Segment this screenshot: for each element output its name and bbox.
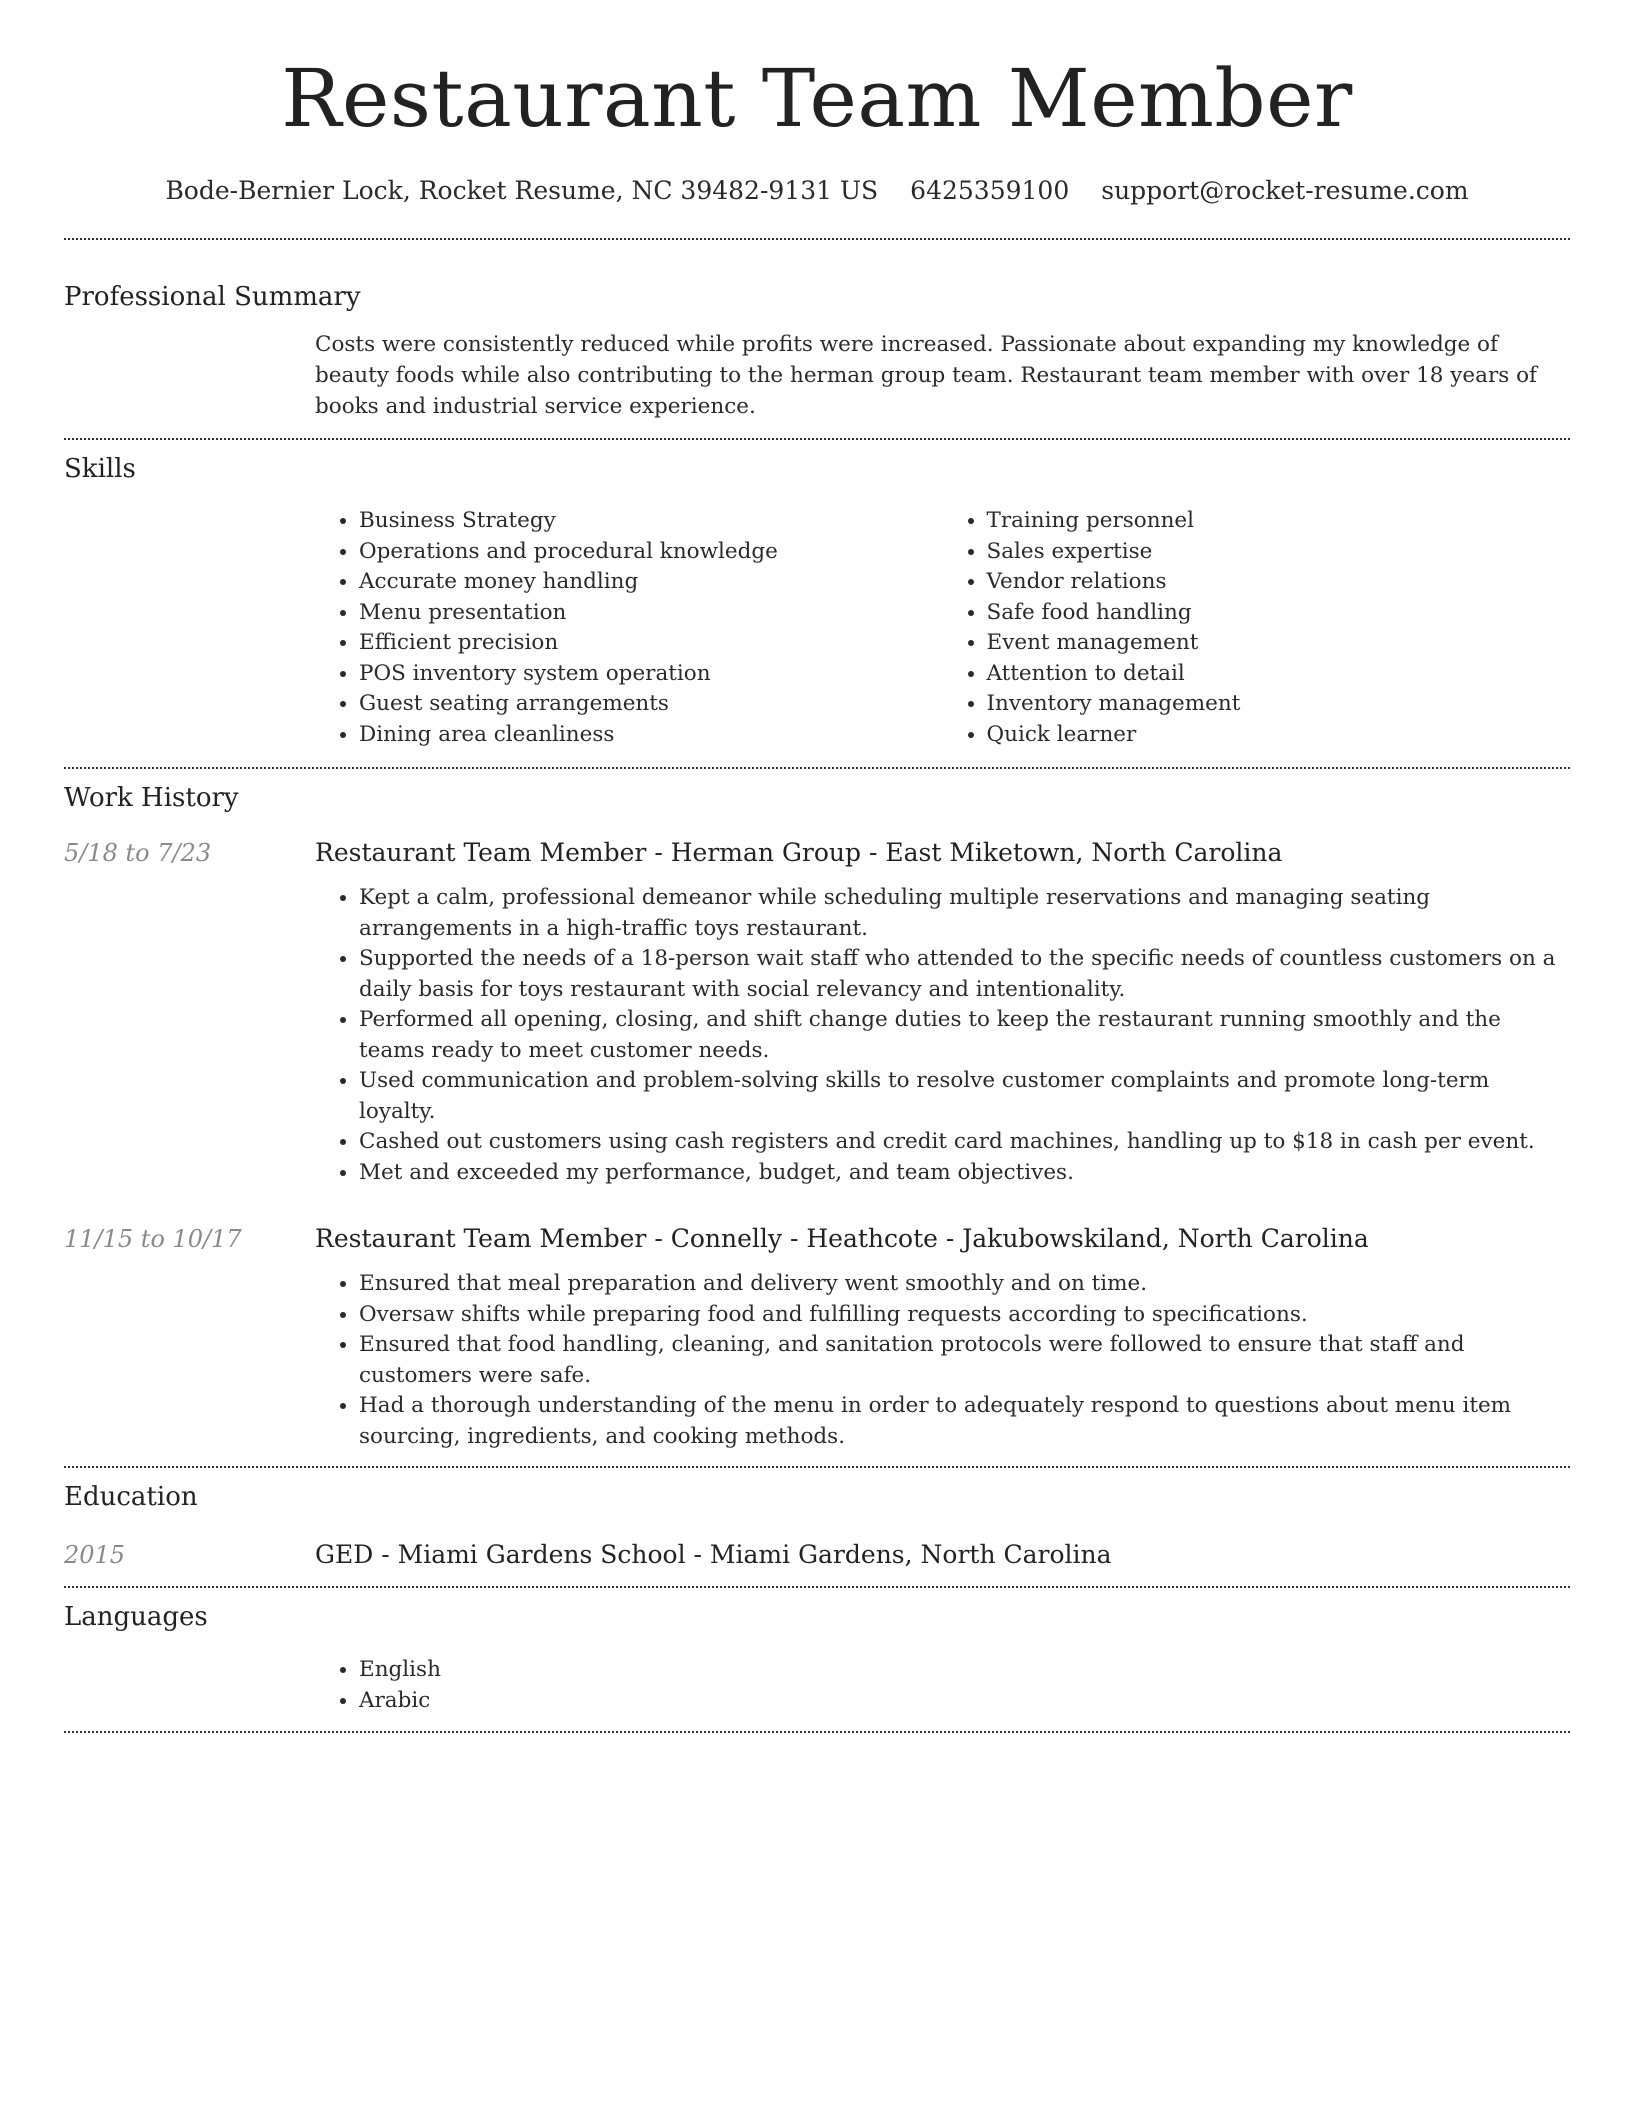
language-item: • Arabic bbox=[359, 1686, 1570, 1717]
duty-item: • Had a thorough understanding of the menu in order to adequately respond to questions about menu item sourcing, ingredients, and cooking methods. bbox=[359, 1391, 1570, 1452]
divider bbox=[64, 1586, 1570, 1588]
duty-item: • Supported the needs of a 18-person wait staff who attended to the specific needs of countless customers on a daily basis for toys restaurant with social relevancy and intentionality. bbox=[359, 944, 1570, 1005]
job-duties bbox=[315, 883, 1570, 1188]
divider bbox=[64, 438, 1570, 440]
skill-item: • Sales expertise bbox=[987, 537, 1571, 568]
duty-item: • Ensured that meal preparation and delivery went smoothly and on time. bbox=[359, 1269, 1570, 1300]
summary-text: Costs were consistently reduced while profits were increased. Passionate about expanding my knowledge of beauty foods while also contributing to the herman group team. Restaurant team member with over 18 years of books and industrial service experience. bbox=[315, 332, 1537, 419]
job-heading bbox=[315, 836, 1570, 870]
contact-email: support@rocket-resume.com bbox=[1101, 176, 1469, 205]
languages-section bbox=[64, 1600, 1570, 1716]
skill-item: • Vendor relations bbox=[987, 567, 1571, 598]
skill-item: • Safe food handling bbox=[987, 598, 1571, 629]
skill-item: • Training personnel bbox=[987, 506, 1571, 537]
job-duties bbox=[315, 1269, 1570, 1452]
skill-item: • Inventory management bbox=[987, 689, 1571, 720]
skill-item: • POS inventory system operation bbox=[359, 659, 943, 690]
language-item: • English bbox=[359, 1655, 1570, 1686]
duty-item: • Cashed out customers using cash registers and credit card machines, handling up to $18 in cash per event. bbox=[359, 1127, 1570, 1158]
skill-item: • Business Strategy bbox=[359, 506, 943, 537]
contact-phone: 6425359100 bbox=[910, 176, 1070, 205]
section-title-work: Work History bbox=[64, 783, 239, 813]
contact-address: Bode-Bernier Lock, Rocket Resume, NC 39482-9131 US bbox=[165, 176, 879, 205]
education-entry bbox=[64, 1538, 1570, 1572]
duty-item: • Performed all opening, closing, and shift change duties to keep the restaurant running smoothly and the teams ready to meet customer needs. bbox=[359, 1005, 1570, 1066]
job-entry bbox=[64, 836, 1570, 1188]
skill-item: • Guest seating arrangements bbox=[359, 689, 943, 720]
section-title-skills: Skills bbox=[64, 454, 136, 484]
resume-page bbox=[64, 0, 1570, 1733]
section-title-languages: Languages bbox=[64, 1602, 208, 1632]
skill-item: • Accurate money handling bbox=[359, 567, 943, 598]
work-history-section bbox=[64, 781, 1570, 1452]
section-title-education: Education bbox=[64, 1482, 198, 1512]
job-employer: - Connelly - Heathcote - Jakubowskiland, North Carolina bbox=[646, 1224, 1369, 1253]
resume-name: Restaurant Team Member bbox=[281, 52, 1353, 145]
divider bbox=[64, 1466, 1570, 1468]
education-year: 2015 bbox=[64, 1541, 126, 1569]
divider bbox=[64, 238, 1570, 240]
skills-section bbox=[64, 452, 1570, 750]
job-heading bbox=[315, 1222, 1570, 1256]
skills-list-left bbox=[315, 506, 943, 750]
duty-item: • Used communication and problem-solving skills to resolve customer complaints and promote long-term loyalty. bbox=[359, 1066, 1570, 1127]
section-title-summary: Professional Summary bbox=[64, 282, 361, 312]
job-dates: 11/15 to 10/17 bbox=[64, 1225, 242, 1253]
skill-item: • Dining area cleanliness bbox=[359, 720, 943, 751]
job-dates: 5/18 to 7/23 bbox=[64, 839, 212, 867]
duty-item: • Met and exceeded my performance, budget, and team objectives. bbox=[359, 1158, 1570, 1189]
contact-line bbox=[64, 174, 1570, 208]
divider bbox=[64, 767, 1570, 769]
skill-item: • Operations and procedural knowledge bbox=[359, 537, 943, 568]
duty-item: • Kept a calm, professional demeanor while scheduling multiple reservations and managing seating arrangements in a high-traffic toys restaurant. bbox=[359, 883, 1570, 944]
duty-item: • Ensured that food handling, cleaning, and sanitation protocols were followed to ensure that staff and customers were safe. bbox=[359, 1330, 1570, 1391]
education-detail: GED - Miami Gardens School - Miami Gardens, North Carolina bbox=[315, 1540, 1112, 1569]
skill-item: • Quick learner bbox=[987, 720, 1571, 751]
divider bbox=[64, 1731, 1570, 1733]
education-section bbox=[64, 1480, 1570, 1572]
skill-item: • Attention to detail bbox=[987, 659, 1571, 690]
job-role: Restaurant Team Member bbox=[315, 1224, 647, 1253]
skill-item: • Efficient precision bbox=[359, 628, 943, 659]
skill-item: • Event management bbox=[987, 628, 1571, 659]
job-entry bbox=[64, 1222, 1570, 1452]
summary-section bbox=[64, 280, 1570, 422]
skills-list-right bbox=[943, 506, 1571, 750]
duty-item: • Oversaw shifts while preparing food and fulfilling requests according to specifications. bbox=[359, 1300, 1570, 1331]
job-role: Restaurant Team Member bbox=[315, 838, 647, 867]
job-employer: - Herman Group - East Miketown, North Carolina bbox=[646, 838, 1283, 867]
skill-item: • Menu presentation bbox=[359, 598, 943, 629]
languages-list bbox=[315, 1655, 1570, 1716]
